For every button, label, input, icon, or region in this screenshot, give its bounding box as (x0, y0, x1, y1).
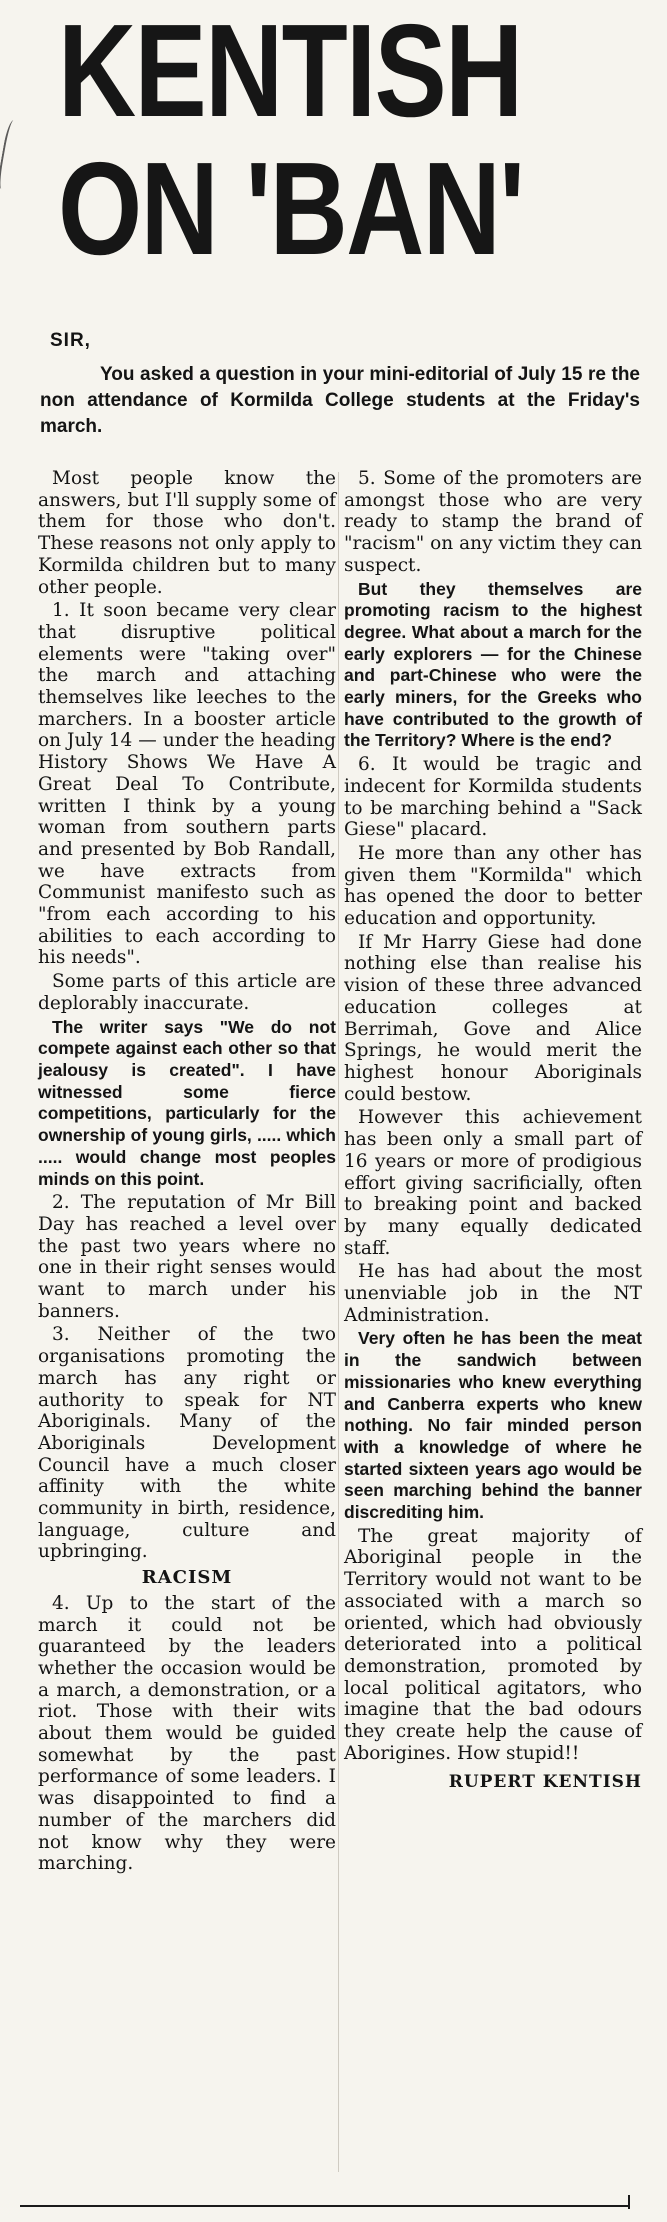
salutation: SIR, (50, 330, 91, 351)
headline (58, 0, 550, 282)
paragraph: 1. It soon became very clear that disruptive political elements were "taking over" the march and attaching themselves like leeches to the marchers. In a booster article on July 14 — under the heading History Shows We Have A Great Deal To Contribute, written I think by a young woman from southern parts and presented by Bob Randall, we have extracts from Communist manifesto such as "from each according to his abilities to each according to his needs". (38, 600, 336, 969)
paragraph: He more than any other has given them "Kormilda" which has opened the door to better education and opportunity. (344, 842, 642, 930)
right-column (344, 468, 642, 1794)
left-column (38, 468, 336, 1877)
paragraph: The great majority of Aboriginal people in the Territory would not want to be associated with a march so oriented, which had obviously deteriorated into a political demonstration, promoted by local political agitators, who imagine that the bad odours they create help the cause of Aborigines. How stupid!! (344, 1525, 642, 1764)
paragraph: However this achievement has been only a small part of 16 years or more of prodigious effort giving sacrificially, often to breaking point and backed by many equally dedicated staff. (344, 1107, 642, 1259)
headline-line-2: ON 'BAN' (58, 135, 524, 282)
bottom-rule-tick (628, 2195, 630, 2209)
paragraph: He has had about the most unenviable job in the NT Administration. (344, 1261, 642, 1326)
headline-line-1: KENTISH (58, 0, 522, 144)
bottom-rule (20, 2205, 630, 2207)
paragraph: 3. Neither of the two organisations promoting the march has any right or authority to speak for NT Aboriginals. Many of the Aboriginals Development Council have a much closer affinity with the white community in birth, residence, language, culture and upbringing. (38, 1324, 336, 1563)
paragraph: Most people know the answers, but I'll supply some of them for those who don't. These reasons not only apply to Kormilda children but to many other people. (38, 468, 336, 598)
column-divider (338, 472, 339, 2172)
paragraph: If Mr Harry Giese had done nothing else than realise his vision of these three advanced education colleges at Berrimah, Gove and Alice Springs, he would merit the highest honour Aboriginals could bestow. (344, 931, 642, 1105)
handwritten-margin-mark (0, 119, 22, 190)
paragraph: 4. Up to the start of the march it could not be guaranteed by the leaders whether the occasion would be a march, a demonstration, or a riot. Those with their wits about them would be guided somewhat by the past performance of some leaders. I was disappointed to find a number of the marchers did not know why they were marching. (38, 1592, 336, 1875)
intro-paragraph: You asked a question in your mini-editorial of July 15 re the non attendance of Kormilda College students at the Friday's march. (40, 364, 640, 437)
bold-paragraph: But they themselves are promoting racism to the highest degree. What about a march for the early explorers — for the Chinese and part-Chinese who were the early miners, for the Greeks who have contributed to the growth of the Territory? Where is the end? (344, 578, 642, 751)
paragraph: 2. The reputation of Mr Bill Day has reached a level over the past two years where no one in their right senses would want to march under his banners. (38, 1192, 336, 1322)
paragraph: 5. Some of the promoters are amongst those who are very ready to stamp the brand of "racism" on any victim they can suspect. (344, 468, 642, 576)
section-heading: RACISM (141, 1567, 233, 1589)
signature: RUPERT KENTISH (448, 1772, 642, 1793)
paragraph: Some parts of this article are deplorably inaccurate. (38, 971, 336, 1014)
bold-paragraph: Very often he has been the meat in the sandwich between missionaries who knew everything and Canberra experts who knew nothing. No fair minded person with a knowledge of where he started sixteen years ago would be seen marching behind the banner discrediting him. (344, 1328, 642, 1523)
paragraph: 6. It would be tragic and indecent for Kormilda students to be marching behind a "Sack Giese" placard. (344, 754, 642, 841)
bold-paragraph: The writer says "We do not compete against each other so that jealousy is created". I have witnessed some fierce competitions, particularly for the ownership of young girls, ..... which ..... would change most peoples minds on this point. (38, 1016, 336, 1189)
